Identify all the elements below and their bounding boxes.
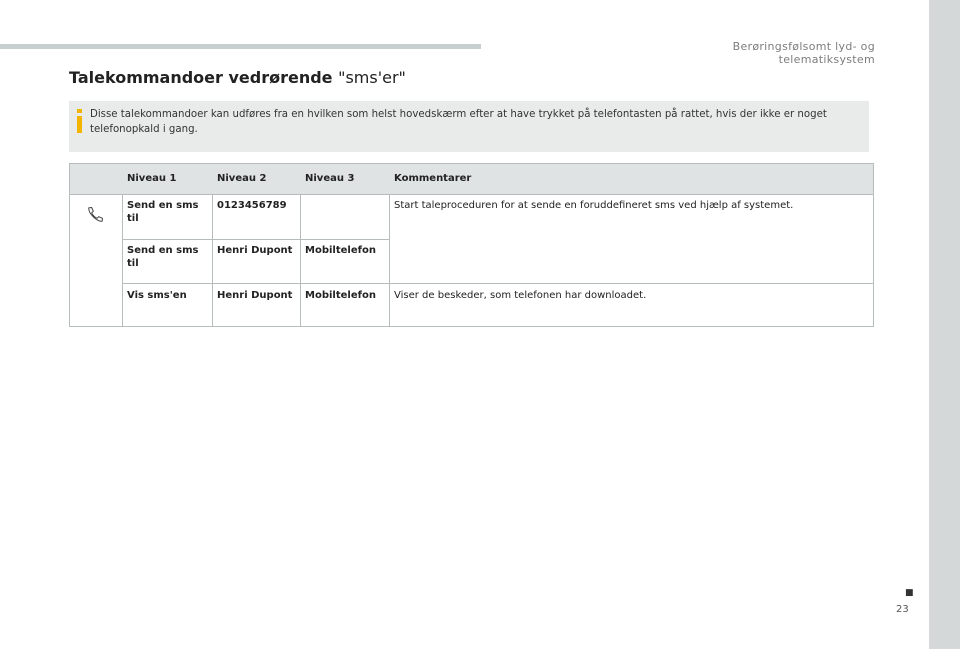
table-border-bottom	[69, 326, 874, 327]
table-row-3-level1: Vis sms'en	[127, 290, 187, 301]
table-border-row2	[122, 283, 874, 284]
info-icon	[77, 109, 82, 133]
side-tab	[929, 0, 960, 649]
table-row-2-level1: Send en sms til	[127, 245, 199, 269]
table-row-3-comment: Viser de beskeder, som telefonen har downloadet.	[394, 290, 647, 301]
table-border-col4	[389, 195, 390, 327]
table-border-header	[69, 194, 874, 195]
page-title-main: Talekommandoer vedrørende	[69, 68, 339, 87]
table-row-3-level3: Mobiltelefon	[305, 290, 376, 301]
table-row-2-level2: Henri Dupont	[217, 245, 293, 256]
table-row-1-comment: Start taleproceduren for at sende en foruddefineret sms ved hjælp af systemet.	[394, 200, 794, 211]
table-border-top	[69, 163, 874, 164]
table-row-3-level2: Henri Dupont	[217, 290, 293, 301]
table-header-level3: Niveau 3	[300, 163, 389, 194]
table-border-col2	[212, 195, 213, 327]
page-title	[69, 68, 406, 87]
info-text: Disse talekommandoer kan udføres fra en hvilken som helst hovedskærm efter at have trykket på telefontasten på rattet, hvis der ikke er noget telefonopkald i gang.	[90, 109, 827, 135]
end-marker: ■	[905, 588, 914, 598]
table-border-right	[873, 163, 874, 327]
table-border-left	[69, 163, 70, 327]
table-border-row1	[122, 239, 389, 240]
info-icon-bar	[77, 116, 82, 133]
table-row-1-level1: Send en sms til	[127, 200, 199, 224]
page-title-quoted: "sms'er"	[338, 68, 406, 87]
table-header-level1: Niveau 1	[122, 163, 212, 194]
table-border-col3	[300, 195, 301, 327]
table-header-icon-col	[69, 163, 122, 194]
table-border-col1	[122, 195, 123, 327]
voice-command-table	[69, 163, 874, 327]
table-header-level2: Niveau 2	[212, 163, 300, 194]
info-icon-dot	[77, 109, 82, 113]
header-rule	[0, 44, 481, 49]
section-title: Berøringsfølsomt lyd- og telematiksystem	[732, 40, 875, 66]
info-box	[69, 101, 869, 152]
table-header-comments: Kommentarer	[389, 163, 874, 194]
table-row-1-level2: 0123456789	[217, 200, 287, 211]
phone-icon	[85, 205, 105, 225]
table-row-2-level3: Mobiltelefon	[305, 245, 376, 256]
page-number: 23	[896, 604, 909, 615]
